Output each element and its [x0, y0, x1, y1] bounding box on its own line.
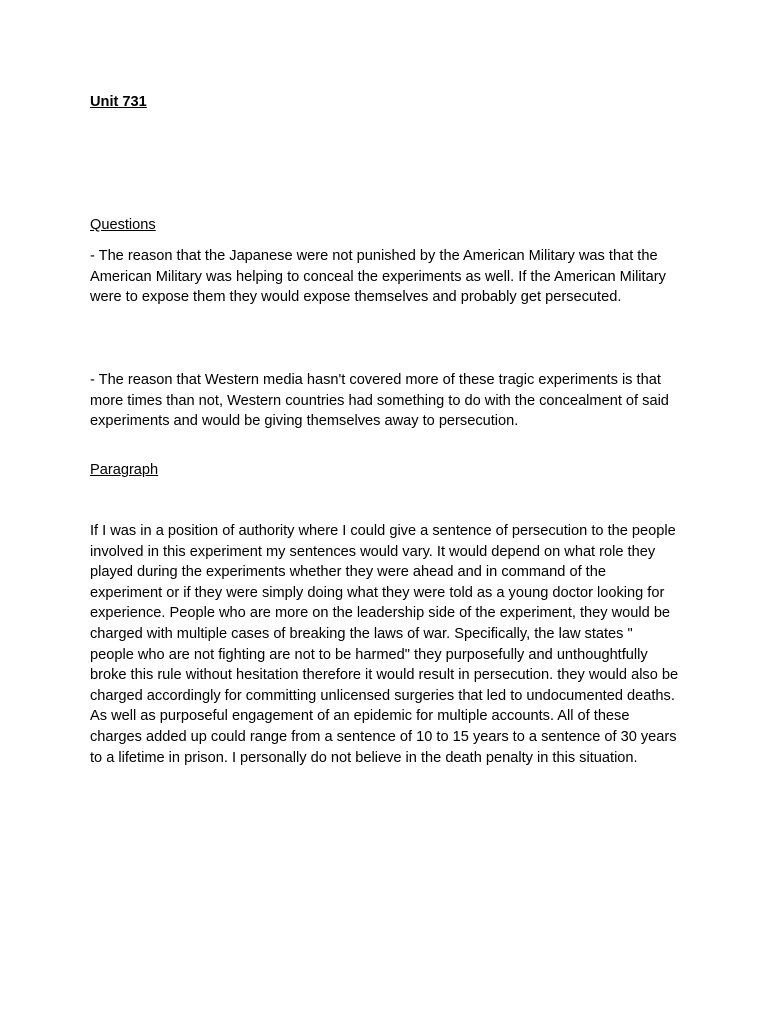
paragraph-heading: Paragraph [90, 462, 159, 478]
question-answer-1: - The reason that the Japanese were not punished by the American Military was that the American Military was helping to conceal the experiments as well. If the American Military were to expose them they would expose themselves and probably get persecuted. [90, 248, 666, 306]
paragraph-body: If I was in a position of authority where I could give a sentence of persecution to the people involved in this experiment my sentences would vary. It would depend on what role they played during the experiments whether they were ahead and in command of the experiment or if they were simply doing what they were told as a young doctor looking for experience. People who are more on the leadership side of the experiment, they would be charged with multiple cases of breaking the laws of war. Specifically, the law states " people who are not fighting are not to be harmed" they purposefully and unthoughtfully broke this rule without hesitation therefore it would result in persecution. they would also be charged accordingly for committing unlicensed surgeries that led to undocumented deaths. As well as purposeful engagement of an epidemic for multiple accounts. All of these charges added up could range from a sentence of 10 to 15 years to a sentence of 30 years to a lifetime in prison. I personally do not believe in the death penalty in this situation. [90, 523, 679, 766]
questions-heading: Questions [90, 217, 156, 233]
document-title: Unit 731 [90, 94, 147, 110]
question-answer-2: - The reason that Western media hasn't covered more of these tragic experiments is that more times than not, Western countries had something to do with the concealment of said experiments and would be giving themselves away to persecution. [90, 372, 669, 430]
